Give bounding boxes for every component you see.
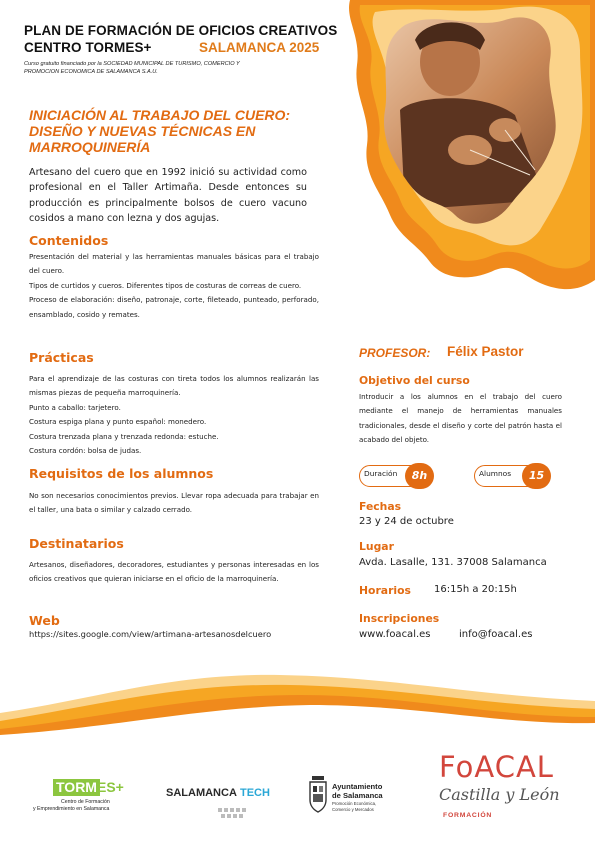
bottom-wave <box>0 665 595 735</box>
foacal-logo <box>437 750 562 825</box>
practicas-list <box>29 372 319 458</box>
destinatarios-heading: Destinatarios <box>29 536 124 551</box>
contenidos-list <box>29 250 319 322</box>
tormes-logo-plus: ES+ <box>97 779 124 795</box>
header-title: PLAN DE FORMACIÓN DE OFICIOS CREATIVOS <box>24 23 338 38</box>
duracion-value: 8h <box>405 463 434 489</box>
practicas-heading: Prácticas <box>29 350 94 365</box>
course-title: INICIACIÓN AL TRABAJO DEL CUERO: DISEÑO Y NUEVAS TÉCNICAS EN MARROQUINERÍA <box>29 107 291 155</box>
list-item: Proceso de elaboración: diseño, patronaje, corte, fileteado, punteado, perforado, ensamblado, cosido y remates. <box>29 295 319 319</box>
contenidos-heading: Contenidos <box>29 233 109 248</box>
objetivo-text: Introducir a los alumnos en el trabajo del cuero mediante el manejo de herramientas manuales tradicionales, desde el diseño y corte del patrón hasta el acabado del objeto. <box>359 392 562 445</box>
horarios-heading: Horarios <box>359 584 411 597</box>
fechas-heading: Fechas <box>359 500 402 513</box>
fechas-value: 23 y 24 de octubre <box>359 516 454 527</box>
foacal-wordmark: FoACAL <box>439 750 554 784</box>
inscripciones-heading: Inscripciones <box>359 612 440 625</box>
list-item: Presentación del material y las herramientas manuales básicas para el trabajo del cuero. <box>29 252 319 276</box>
requisitos-text: No son necesarios conocimientos previos. Llevar ropa adecuada para trabajar en el taller, una bata o similar y calzado cerrado. <box>29 491 319 515</box>
profesor-name: Félix Pastor <box>447 344 524 359</box>
list-item: Costura cordón: bolsa de judas. <box>29 446 142 456</box>
horarios-value: 16:15h a 20:15h <box>434 584 517 595</box>
ayuntamiento-logo: Ayuntamiento de Salamanca Promoción Económica, Comercio y Mercados <box>308 774 403 819</box>
alumnos-badge <box>474 465 550 487</box>
course-intro: Artesano del cuero que en 1992 inició su actividad como profesional en el Taller Artimaña. Desde entonces su producción es principalmente bolsos de cuero vacuno cosidos a mano con lezna y dos agujas. <box>29 167 307 225</box>
alumnos-label: Alumnos <box>479 469 512 478</box>
list-item: Tipos de curtidos y cueros. Diferentes tipos de costuras de correas de cuero. <box>29 280 302 290</box>
requisitos-heading: Requisitos de los alumnos <box>29 466 214 481</box>
objetivo-heading: Objetivo del curso <box>359 374 470 387</box>
bottom-wave-graphic <box>0 665 595 735</box>
header-photo-blob <box>345 0 595 300</box>
header-centre: CENTRO TORMES+ <box>24 40 152 55</box>
list-item: Costura trenzada plana y trenzada redonda: estuche. <box>29 431 219 441</box>
coat-of-arms-icon <box>308 774 328 814</box>
foacal-formacion: FORMACIÓN <box>443 812 493 819</box>
profesor-label: PROFESOR: <box>359 346 431 360</box>
header-year: SALAMANCA 2025 <box>199 40 320 55</box>
list-item: Para el aprendizaje de las costuras con tireta todos los alumnos realizarán las mismas piezas de pequeña marroquinería. <box>29 374 319 398</box>
tormes-logo-mark: TORM <box>53 779 100 796</box>
tech-dots-icon <box>218 803 258 813</box>
foacal-region: Castilla y León <box>439 785 560 804</box>
destinatarios-text: Artesanos, diseñadores, decoradores, estudiantes y personas interesadas en los oficios creativos que quieran iniciarse en el oficio de la marroquinería. <box>29 560 319 584</box>
inscripciones-email-link[interactable]: info@foacal.es <box>459 629 533 640</box>
salamanca-tech-logo: SALAMANCA TECH <box>166 787 276 817</box>
lugar-heading: Lugar <box>359 540 394 553</box>
inscripciones-web-link[interactable]: www.foacal.es <box>359 629 431 640</box>
lugar-value: Avda. Lasalle, 131. 37008 Salamanca <box>359 557 547 568</box>
web-heading: Web <box>29 613 60 628</box>
alumnos-value: 15 <box>522 463 551 489</box>
web-link[interactable]: https://sites.google.com/view/artimana-artesanosdelcuero <box>29 629 272 639</box>
duracion-badge <box>359 465 433 487</box>
header-subtitle: Curso gratuito financiado por la SOCIEDAD MUNICIPAL DE TURISMO, COMERCIO Y PROMOCION ECONOMICA DE SALAMANCA S.A.U. <box>24 61 240 75</box>
photo-blob-graphic <box>345 0 595 300</box>
duracion-label: Duración <box>364 469 398 478</box>
list-item: Costura espiga plana y punto español: monedero. <box>29 417 207 427</box>
tormes-logo: TORM ES+ Centro de Formación y Emprendimiento en Salamanca <box>33 779 124 812</box>
list-item: Punto a caballo: tarjetero. <box>29 402 121 412</box>
